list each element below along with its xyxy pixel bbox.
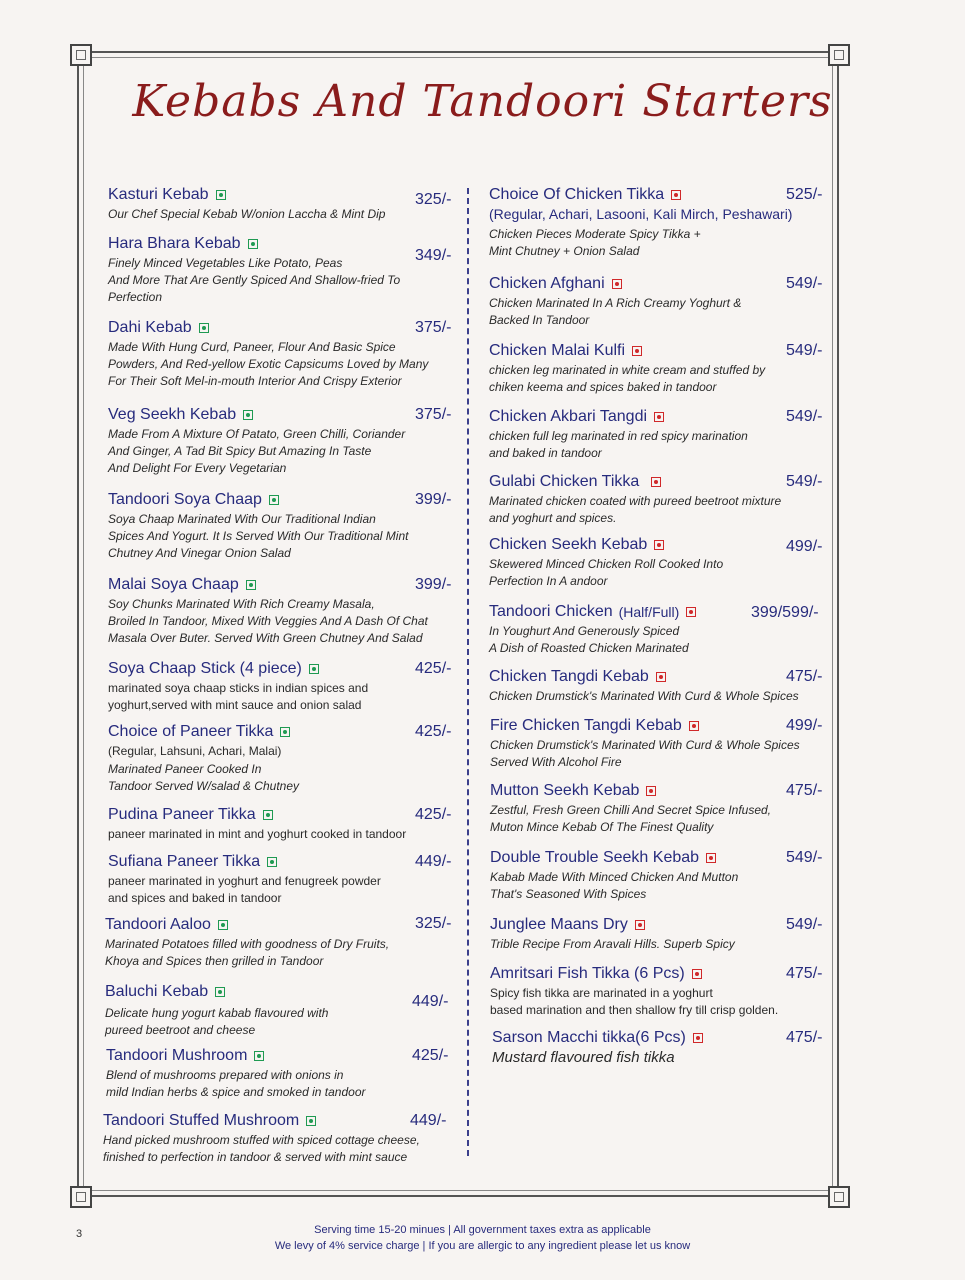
veg-icon bbox=[309, 664, 319, 674]
menu-item bbox=[108, 723, 299, 795]
item-name: Kasturi Kebab bbox=[108, 186, 209, 203]
item-description: Made With Hung Curd, Paneer, Flour And Basic Spice Powders, And Red-yellow Exotic Capsicums Loved by Many For Their Soft Mel-in-mouth Interior And Crispy Exterior bbox=[108, 340, 429, 388]
item-options: (Regular, Lahsuni, Achari, Malai) bbox=[108, 744, 282, 758]
footer-line-2: We levy of 4% service charge | If you are allergic to any ingredient please let us know bbox=[274, 1240, 691, 1252]
veg-icon bbox=[263, 810, 273, 820]
item-price: 425/- bbox=[415, 660, 452, 677]
item-name: Pudina Paneer Tikka bbox=[108, 806, 256, 823]
item-name: Mutton Seekh Kebab bbox=[490, 782, 640, 799]
item-name: Fire Chicken Tangdi Kebab bbox=[490, 717, 682, 734]
item-price: 549/- bbox=[786, 342, 823, 359]
menu-item bbox=[489, 536, 723, 590]
item-name: Chicken Seekh Kebab bbox=[489, 536, 648, 553]
item-price: 549/- bbox=[786, 473, 823, 490]
item-name: Double Trouble Seekh Kebab bbox=[490, 849, 700, 866]
item-name: Dahi Kebab bbox=[108, 319, 192, 336]
menu-item bbox=[489, 408, 748, 462]
menu-item bbox=[105, 983, 328, 1039]
menu-item bbox=[103, 1112, 420, 1166]
veg-icon bbox=[218, 920, 228, 930]
item-name: Choice of Paneer Tikka bbox=[108, 723, 274, 740]
veg-icon bbox=[280, 727, 290, 737]
item-price: 325/- bbox=[415, 191, 452, 208]
veg-icon bbox=[306, 1116, 316, 1126]
item-description: In Youghurt And Generously Spiced A Dish of Roasted Chicken Marinated bbox=[489, 624, 689, 655]
menu-item bbox=[490, 717, 800, 771]
non-veg-icon bbox=[651, 477, 661, 487]
item-description: Soy Chunks Marinated With Rich Creamy Masala, Broiled In Tandoor, Mixed With Veggies And A Dash Of Chat Masala Over Buter. Served With Green Chutney And Salad bbox=[108, 597, 428, 645]
item-price: 449/- bbox=[410, 1112, 447, 1129]
menu-item bbox=[108, 319, 428, 390]
menu-item bbox=[108, 235, 400, 306]
item-price: 425/- bbox=[415, 806, 452, 823]
menu-item bbox=[490, 782, 771, 836]
item-description: Mustard flavoured fish tikka bbox=[492, 1049, 675, 1066]
item-description: Skewered Minced Chicken Roll Cooked Into Perfection In A andoor bbox=[489, 557, 724, 588]
item-description: Chicken Marinated In A Rich Creamy Yoghurt & Backed In Tandoor bbox=[489, 296, 742, 327]
item-name: Tandoori Aaloo bbox=[105, 916, 211, 933]
page-title: Kebabs And Tandoori Starters bbox=[132, 76, 833, 127]
item-price: 499/- bbox=[786, 717, 823, 734]
menu-item bbox=[489, 603, 696, 657]
item-description: Marinated chicken coated with pureed beetroot mixture and yoghurt and spices. bbox=[489, 494, 782, 525]
item-price: 525/- bbox=[786, 186, 823, 203]
item-description: chicken leg marinated in white cream and stuffed by chiken keema and spices baked in tandoor bbox=[489, 363, 766, 394]
non-veg-icon bbox=[612, 279, 622, 289]
item-description: Our Chef Special Kebab W/onion Laccha & Mint Dip bbox=[108, 207, 386, 221]
item-price: 449/- bbox=[415, 853, 452, 870]
item-price: 375/- bbox=[415, 406, 452, 423]
item-name: Tandoori Stuffed Mushroom bbox=[103, 1112, 300, 1129]
item-description: marinated soya chaap sticks in indian spices and yoghurt,served with mint sauce and onion salad bbox=[108, 681, 369, 712]
page-number: 3 bbox=[76, 1228, 83, 1240]
item-portion: (Half/Full) bbox=[618, 604, 680, 620]
item-name: Hara Bhara Kebab bbox=[108, 235, 241, 252]
item-name: Tandoori Chicken bbox=[489, 603, 613, 620]
veg-icon bbox=[267, 857, 277, 867]
item-name: Chicken Akbari Tangdi bbox=[489, 408, 648, 425]
item-price: 325/- bbox=[415, 915, 452, 932]
item-description: Hand picked mushroom stuffed with spiced cottage cheese, finished to perfection in tandoor & served with mint sauce bbox=[103, 1133, 420, 1164]
non-veg-icon bbox=[671, 190, 681, 200]
item-price: 399/- bbox=[415, 491, 452, 508]
menu-item bbox=[108, 576, 428, 647]
frame-corner-top-right bbox=[828, 44, 850, 66]
menu-item bbox=[492, 1029, 703, 1066]
item-description: Chicken Drumstick's Marinated With Curd & Whole Spices bbox=[489, 689, 799, 703]
veg-icon bbox=[246, 580, 256, 590]
column-divider bbox=[467, 188, 469, 1156]
item-name: Malai Soya Chaap bbox=[108, 576, 239, 593]
menu-item bbox=[489, 186, 792, 260]
item-price: 549/- bbox=[786, 275, 823, 292]
veg-icon bbox=[254, 1051, 264, 1061]
menu-item bbox=[489, 342, 765, 396]
item-price: 425/- bbox=[412, 1047, 449, 1064]
menu-item bbox=[490, 916, 735, 953]
item-price: 475/- bbox=[786, 1029, 823, 1046]
item-name: Chicken Afghani bbox=[489, 275, 605, 292]
item-description: Finely Minced Vegetables Like Potato, Peas And More That Are Gently Spiced And Shallow-fried To Perfection bbox=[108, 256, 401, 304]
item-name: Gulabi Chicken Tikka bbox=[489, 473, 640, 490]
non-veg-icon bbox=[646, 786, 656, 796]
veg-icon bbox=[216, 190, 226, 200]
item-description: Kabab Made With Minced Chicken And Mutton That's Seasoned With Spices bbox=[490, 870, 739, 901]
menu-item bbox=[108, 853, 381, 907]
item-price: 375/- bbox=[415, 319, 452, 336]
item-name: Tandoori Soya Chaap bbox=[108, 491, 262, 508]
frame-corner-top-left bbox=[70, 44, 92, 66]
menu-item bbox=[490, 965, 778, 1019]
non-veg-icon bbox=[706, 853, 716, 863]
item-description: Spicy fish tikka are marinated in a yoghurt based marination and then shallow fry till crisp golden. bbox=[490, 986, 779, 1017]
menu-item bbox=[105, 916, 389, 970]
item-price: 349/- bbox=[415, 247, 452, 264]
menu-item bbox=[108, 660, 368, 714]
item-name: Amritsari Fish Tikka (6 Pcs) bbox=[490, 965, 685, 982]
footer-notes bbox=[0, 1222, 965, 1254]
non-veg-icon bbox=[656, 672, 666, 682]
menu-item bbox=[489, 275, 741, 329]
veg-icon bbox=[199, 323, 209, 333]
menu-item bbox=[490, 849, 738, 903]
item-price: 549/- bbox=[786, 849, 823, 866]
item-price: 549/- bbox=[786, 916, 823, 933]
non-veg-icon bbox=[689, 721, 699, 731]
menu-item bbox=[489, 668, 799, 705]
item-name: Sarson Macchi tikka(6 Pcs) bbox=[492, 1029, 686, 1046]
item-price: 475/- bbox=[786, 965, 823, 982]
menu-item bbox=[106, 1047, 365, 1101]
menu-item bbox=[108, 491, 408, 562]
item-name: Soya Chaap Stick (4 piece) bbox=[108, 660, 302, 677]
veg-icon bbox=[215, 987, 225, 997]
item-description: paneer marinated in mint and yoghurt cooked in tandoor bbox=[108, 827, 407, 841]
item-options: (Regular, Achari, Lasooni, Kali Mirch, Peshawari) bbox=[489, 206, 793, 222]
menu-item bbox=[108, 806, 406, 843]
non-veg-icon bbox=[692, 969, 702, 979]
veg-icon bbox=[269, 495, 279, 505]
item-name: Veg Seekh Kebab bbox=[108, 406, 237, 423]
item-price: 475/- bbox=[786, 782, 823, 799]
menu-item bbox=[489, 473, 781, 527]
item-price: 449/- bbox=[412, 993, 449, 1010]
non-veg-icon bbox=[686, 607, 696, 617]
item-name: Sufiana Paneer Tikka bbox=[108, 853, 261, 870]
item-description: Blend of mushrooms prepared with onions in mild Indian herbs & spice and smoked in tandoor bbox=[106, 1068, 366, 1099]
item-price: 399/- bbox=[415, 576, 452, 593]
frame-corner-bottom-left bbox=[70, 1186, 92, 1208]
item-description: Zestful, Fresh Green Chilli And Secret Spice Infused, Muton Mince Kebab Of The Finest Quality bbox=[490, 803, 772, 834]
item-description: Soya Chaap Marinated With Our Traditional Indian Spices And Yogurt. It Is Served With Our Traditional Mint Chutney And Vinegar Onion Salad bbox=[108, 512, 409, 560]
item-description: Chicken Drumstick's Marinated With Curd & Whole Spices Served With Alcohol Fire bbox=[490, 738, 800, 769]
item-name: Chicken Malai Kulfi bbox=[489, 342, 626, 359]
item-description: Marinated Potatoes filled with goodness of Dry Fruits, Khoya and Spices then grilled in Tandoor bbox=[105, 937, 390, 968]
item-name: Tandoori Mushroom bbox=[106, 1047, 248, 1064]
non-veg-icon bbox=[632, 346, 642, 356]
item-description: Marinated Paneer Cooked In Tandoor Served W/salad & Chutney bbox=[108, 762, 299, 793]
item-description: Made From A Mixture Of Patato, Green Chilli, Coriander And Ginger, A Tad Bit Spicy But Amazing In Taste And Delight For Every Vegetarian bbox=[108, 427, 406, 475]
veg-icon bbox=[248, 239, 258, 249]
item-description: Delicate hung yogurt kabab flavoured with pureed beetroot and cheese bbox=[105, 1006, 329, 1037]
veg-icon bbox=[243, 410, 253, 420]
item-price: 399/599/- bbox=[751, 604, 819, 621]
item-description: Chicken Pieces Moderate Spicy Tikka + Mint Chutney + Onion Salad bbox=[489, 227, 701, 258]
menu-item bbox=[108, 406, 405, 477]
item-name: Choice Of Chicken Tikka bbox=[489, 186, 665, 203]
non-veg-icon bbox=[654, 412, 664, 422]
item-price: 549/- bbox=[786, 408, 823, 425]
item-name: Chicken Tangdi Kebab bbox=[489, 668, 649, 685]
menu-item bbox=[108, 186, 385, 223]
item-description: paneer marinated in yoghurt and fenugreek powder and spices and baked in tandoor bbox=[108, 874, 381, 905]
item-price: 499/- bbox=[786, 538, 823, 555]
item-price: 425/- bbox=[415, 723, 452, 740]
item-name: Baluchi Kebab bbox=[105, 983, 209, 1000]
non-veg-icon bbox=[693, 1033, 703, 1043]
item-description: chicken full leg marinated in red spicy marination and baked in tandoor bbox=[489, 429, 748, 460]
item-price: 475/- bbox=[786, 668, 823, 685]
item-name: Junglee Maans Dry bbox=[490, 916, 628, 933]
non-veg-icon bbox=[635, 920, 645, 930]
item-description: Trible Recipe From Aravali Hills. Superb Spicy bbox=[490, 937, 735, 951]
footer-line-1: Serving time 15-20 minues | All government taxes extra as applicable bbox=[314, 1224, 651, 1236]
frame-corner-bottom-right bbox=[828, 1186, 850, 1208]
non-veg-icon bbox=[654, 540, 664, 550]
